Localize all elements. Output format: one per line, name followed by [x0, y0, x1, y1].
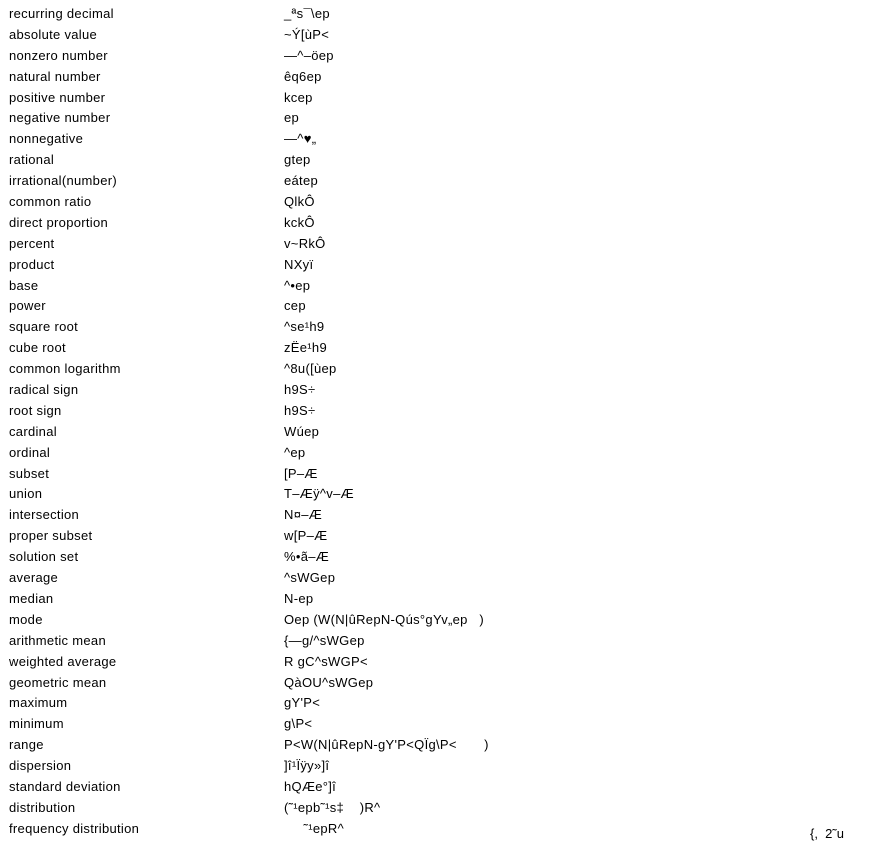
translation-text: {—g/^sWGep — [284, 632, 365, 648]
translation-text: gtep — [284, 152, 311, 168]
translation-text: ^ep — [284, 444, 306, 460]
list-item — [9, 673, 869, 694]
term-text: standard deviation — [9, 778, 121, 794]
list-item — [9, 192, 869, 213]
translation-text: hQÆe°]î — [284, 778, 337, 794]
translation-text: êq6ep — [284, 68, 322, 84]
term-text: positive number — [9, 89, 106, 105]
translation-text: Wúep — [284, 423, 320, 439]
term-text: cube root — [9, 340, 66, 356]
list-item — [9, 67, 869, 88]
term-text: median — [9, 590, 54, 606]
term-text: solution set — [9, 549, 79, 565]
term-text: recurring decimal — [9, 6, 114, 21]
term-text: cardinal — [9, 423, 57, 439]
list-item — [9, 547, 869, 568]
term-text: absolute value — [9, 26, 98, 42]
list-item — [9, 88, 869, 109]
translation-text: R gC^sWGP< — [284, 653, 368, 669]
translation-text: ^8u([ùep — [284, 361, 337, 377]
translation-text: h9S÷ — [284, 382, 316, 398]
list-item — [9, 714, 869, 735]
translation-text: ^•ep — [284, 277, 311, 293]
list-item — [9, 568, 869, 589]
translation-text: kckÔ — [284, 214, 315, 230]
list-item — [9, 777, 869, 798]
list-item — [9, 798, 869, 819]
translation-text: ^sWGep — [284, 570, 336, 586]
list-item — [9, 108, 869, 129]
list-item — [9, 129, 869, 150]
list-item — [9, 171, 869, 192]
list-item — [9, 422, 869, 443]
term-text: product — [9, 256, 55, 272]
list-item — [9, 150, 869, 171]
term-text: radical sign — [9, 382, 79, 398]
term-text: frequency distribution — [9, 820, 140, 836]
list-item — [9, 296, 869, 317]
translation-text: zËe¹h9 — [284, 340, 327, 356]
translation-text: w[P–Æ — [284, 528, 328, 544]
translation-text: v~RkÔ — [284, 235, 326, 251]
list-item — [9, 25, 869, 46]
translation-text: Oep (W(N|ûRepN-Qús°gYv„ep ) — [284, 611, 485, 627]
term-text: distribution — [9, 799, 76, 815]
term-text: common ratio — [9, 194, 92, 210]
translation-text: _ªs¯\ep — [284, 6, 330, 21]
list-item — [9, 735, 869, 756]
term-text: rational — [9, 152, 55, 168]
list-item — [9, 4, 869, 25]
list-item — [9, 693, 869, 714]
translation-text: —^–öep — [284, 47, 334, 63]
term-text: base — [9, 277, 39, 293]
translation-text: eátep — [284, 173, 319, 189]
translation-text: gY'P< — [284, 695, 321, 711]
term-text: square root — [9, 319, 79, 335]
translation-text: QàOU^sWGep — [284, 674, 374, 690]
term-text: negative number — [9, 110, 111, 126]
translation-text: g\P< — [284, 716, 313, 732]
list-item — [9, 234, 869, 255]
term-text: weighted average — [9, 653, 117, 669]
term-text: ordinal — [9, 444, 51, 460]
translation-text: —^♥„ — [284, 131, 317, 147]
translation-text: ˜¹epR^ — [284, 820, 344, 836]
list-item — [9, 505, 869, 526]
list-item — [9, 610, 869, 631]
list-item — [9, 338, 869, 359]
list-item — [9, 819, 869, 840]
list-item — [9, 213, 869, 234]
term-text: nonzero number — [9, 47, 108, 63]
page-footer-text: {, 2˜u — [810, 826, 844, 841]
translation-text: T–Æÿ^v–Æ — [284, 486, 354, 502]
list-item — [9, 359, 869, 380]
list-item — [9, 631, 869, 652]
translation-text: ]î¹Ïÿy»]î — [284, 758, 330, 774]
term-text: mode — [9, 611, 43, 627]
list-item — [9, 589, 869, 610]
term-text: common logarithm — [9, 361, 121, 377]
translation-text: (˜¹epb˜¹s‡ )R^ — [284, 799, 381, 815]
term-text: arithmetic mean — [9, 632, 106, 648]
list-item — [9, 276, 869, 297]
translation-text: P<W(N|ûRepN-gY'P<QÏg\P< ) — [284, 737, 489, 753]
term-text: percent — [9, 235, 55, 251]
list-item — [9, 46, 869, 67]
term-text: range — [9, 737, 44, 753]
list-item — [9, 380, 869, 401]
translation-text: %•ã–Æ — [284, 549, 330, 565]
term-text: average — [9, 570, 59, 586]
list-item — [9, 526, 869, 547]
translation-text: kcep — [284, 89, 313, 105]
translation-text: ep — [284, 110, 300, 126]
term-text: natural number — [9, 68, 101, 84]
term-text: direct proportion — [9, 214, 109, 230]
translation-text: N¤–Æ — [284, 507, 323, 523]
translation-text: ^se¹h9 — [284, 319, 325, 335]
translation-text: h9S÷ — [284, 402, 316, 418]
translation-text: cep — [284, 298, 306, 314]
translation-text: [P–Æ — [284, 465, 318, 481]
glossary-list — [9, 4, 869, 840]
list-item — [9, 484, 869, 505]
term-text: proper subset — [9, 528, 93, 544]
list-item — [9, 317, 869, 338]
term-text: geometric mean — [9, 674, 107, 690]
term-text: dispersion — [9, 758, 72, 774]
term-text: power — [9, 298, 46, 314]
translation-text: NXyï — [284, 256, 314, 272]
translation-text: ~Ý[ùP< — [284, 26, 330, 42]
list-item — [9, 255, 869, 276]
term-text: union — [9, 486, 43, 502]
term-text: nonnegative — [9, 131, 84, 147]
term-text: root sign — [9, 402, 62, 418]
translation-text: N-ep — [284, 590, 314, 606]
list-item — [9, 464, 869, 485]
list-item — [9, 443, 869, 464]
list-item — [9, 756, 869, 777]
term-text: irrational(number) — [9, 173, 117, 189]
list-item — [9, 401, 869, 422]
list-item — [9, 652, 869, 673]
term-text: subset — [9, 465, 50, 481]
translation-text: QlkÔ — [284, 194, 315, 210]
term-text: maximum — [9, 695, 68, 711]
term-text: intersection — [9, 507, 80, 523]
term-text: minimum — [9, 716, 64, 732]
